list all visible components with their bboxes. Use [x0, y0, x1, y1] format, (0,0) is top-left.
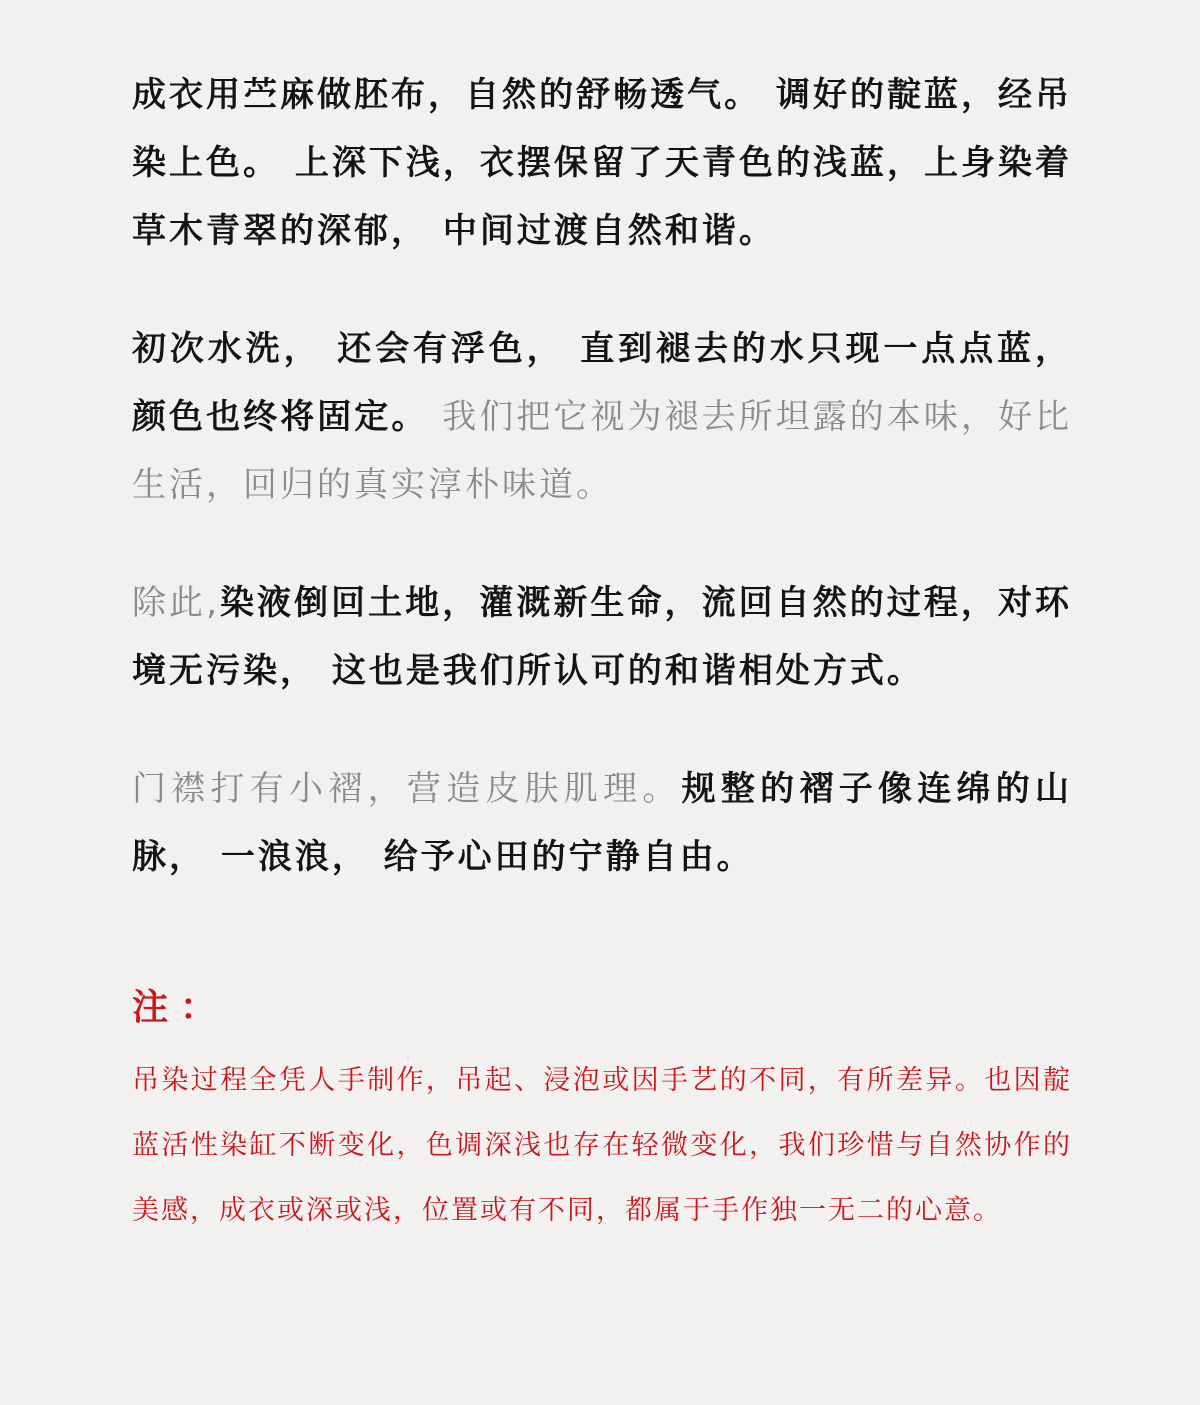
paragraph-text-light: 除此,: [132, 583, 220, 623]
paragraph-text-light: 我们把它视为褪去所坦露的本味，好比生活，回归的真实淳朴味道。: [132, 397, 1073, 505]
paragraph-first-wash: [132, 315, 1072, 519]
paragraph-text-bold: 初次水洗， 还会有浮色， 直到褪去的水只现一点点蓝， 颜色也终将固定。: [132, 329, 1072, 437]
paragraph-text: 成衣用苎麻做胚布，自然的舒畅透气。 调好的靛蓝，经吊染上色。 上深下浅，衣摆保留了天青色的浅蓝，上身染着草木青翠的深郁， 中间过渡自然和谐。: [132, 75, 1072, 251]
note-body: 吊染过程全凭人手制作，吊起、浸泡或因手艺的不同，有所差异。也因靛蓝活性染缸不断变化，色调深浅也存在轻微变化，我们珍惜与自然协作的美感，成衣或深或浅，位置或有不同，都属于手作独一无二的心意。: [132, 1065, 1072, 1226]
paragraph-ramie-fabric: [132, 61, 1072, 265]
paragraph-placket-pleats: [132, 755, 1072, 891]
paragraph-text-bold: 规整的褶子像连绵的山脉， 一浪浪， 给予心田的宁静自由。: [132, 769, 1073, 877]
paragraph-text-light: 门襟打有小褶，营造皮肤肌理。: [132, 769, 682, 809]
paragraph-dye-return: [132, 569, 1072, 705]
paragraph-text-bold: 染液倒回土地，灌溉新生命，流回自然的过程，对环境无污染， 这也是我们所认可的和谐相处方式。: [132, 583, 1072, 691]
note-heading: 注：: [132, 987, 229, 1028]
